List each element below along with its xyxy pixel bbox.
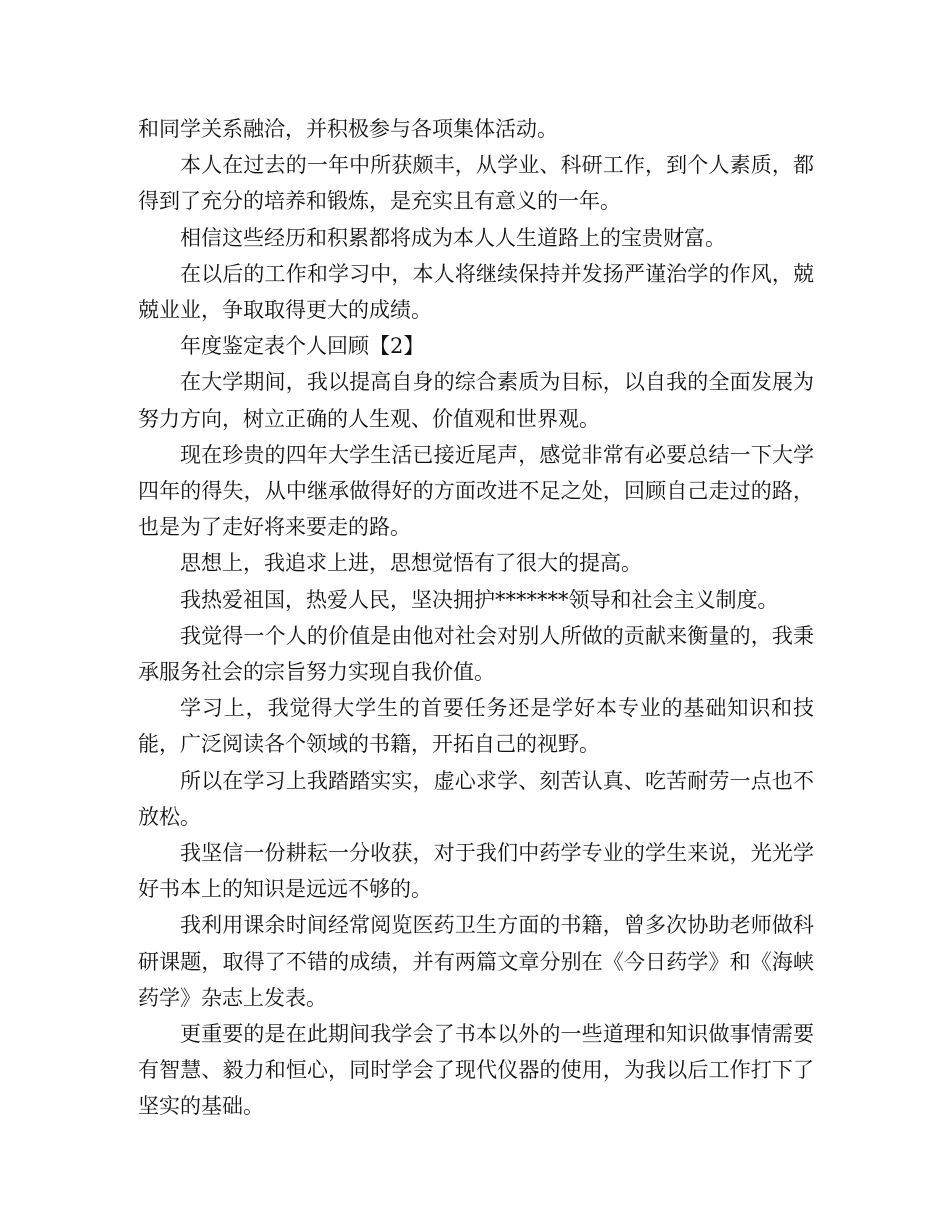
- section-heading: 年度鉴定表个人回顾【2】: [180, 334, 425, 359]
- paragraph: 在大学期间，我以提高自身的综合素质为目标，以自我的全面发展为努力方向，树立正确的人生观、价值观和世界观。: [138, 370, 814, 431]
- paragraph: 思想上，我追求上进，思想觉悟有了很大的提高。: [180, 551, 642, 576]
- paragraph: 和同学关系融洽，并积极参与各项集体活动。: [138, 117, 558, 141]
- paragraph: 我觉得一个人的价值是由他对社会对别人所做的贡献来衡量的，我秉承服务社会的宗旨努力实现自我价值。: [138, 623, 814, 685]
- paragraph: 学习上，我觉得大学生的首要任务还是学好本专业的基础知识和技能，广泛阅读各个领域的书籍，开拓自己的视野。: [138, 696, 814, 757]
- paragraph: 相信这些经历和积累都将成为本人人生道路上的宝贵财富。: [180, 225, 726, 250]
- paragraph: 我热爱祖国，热爱人民，坚决拥护*******领导和社会主义制度。: [180, 587, 779, 612]
- paragraph: 在以后的工作和学习中，本人将继续保持并发扬严谨治学的作风，兢兢业业，争取取得更大的成绩。: [138, 261, 814, 323]
- paragraph: 我坚信一份耕耘一分收获，对于我们中药学专业的学生来说，光光学好书本上的知识是远远不够的。: [138, 841, 814, 902]
- paragraph: 本人在过去的一年中所获颇丰，从学业、科研工作，到个人素质，都得到了充分的培养和锻炼，是充实且有意义的一年。: [138, 153, 814, 214]
- paragraph: 现在珍贵的四年大学生活已接近尾声，感觉非常有必要总结一下大学四年的得失，从中继承做得好的方面改进不足之处，回顾自己走过的路，也是为了走好将来要走的路。: [138, 442, 814, 540]
- paragraph: 所以在学习上我踏踏实实，虚心求学、刻苦认真、吃苦耐劳一点也不放松。: [138, 768, 814, 829]
- document-body: [138, 111, 814, 1125]
- paragraph: 更重要的是在此期间我学会了书本以外的一些道理和知识做事情需要有智慧、毅力和恒心，同时学会了现代仪器的使用，为我以后工作打下了坚实的基础。: [138, 1022, 814, 1119]
- paragraph: 我利用课余时间经常阅览医药卫生方面的书籍，曾多次协助老师做科研课题，取得了不错的成绩，并有两篇文章分别在《今日药学》和《海峡药学》杂志上发表。: [138, 913, 814, 1010]
